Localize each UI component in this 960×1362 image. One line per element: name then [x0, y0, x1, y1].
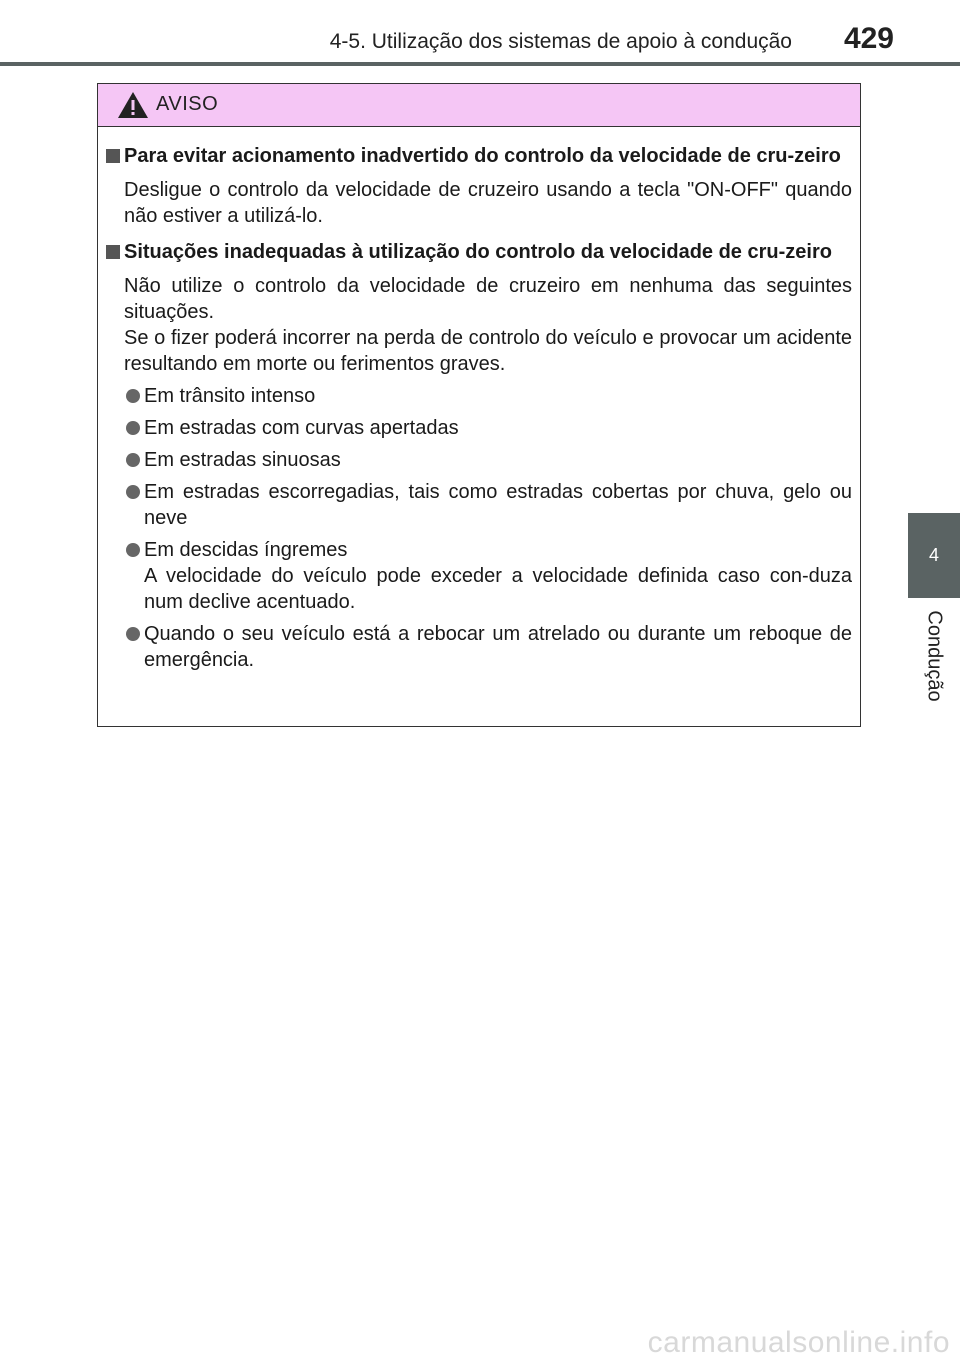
page-number: 429 [843, 22, 894, 55]
warning-label: AVISO [156, 93, 219, 115]
list-item [124, 447, 852, 473]
round-bullet-icon [126, 543, 140, 557]
list-item [124, 537, 852, 615]
list-item [124, 479, 852, 531]
section-title: 4-5. Utilização dos sistemas de apoio à condução [329, 30, 792, 53]
list-item [124, 621, 852, 673]
list-item [124, 415, 852, 441]
round-bullet-icon [126, 453, 140, 467]
list-item-text: Em descidas íngremes [144, 539, 348, 561]
list-item-text: Em trânsito intenso [144, 385, 316, 407]
chapter-name: Condução [923, 610, 946, 702]
section-text: Não utilize o controlo da velocidade de cruzeiro em nenhuma das seguintes situações. [124, 275, 852, 323]
section-text: Desligue o controlo da velocidade de cruzeiro usando a tecla "ON-OFF" quando não estiver a utilizá-lo. [124, 179, 852, 227]
watermark: carmanualsonline.info [647, 1326, 950, 1359]
warning-section-accidental-activation [104, 143, 852, 229]
warning-header [98, 84, 860, 127]
round-bullet-icon [126, 389, 140, 403]
warning-triangle-icon [116, 90, 150, 120]
list-item-text: Em estradas sinuosas [144, 449, 341, 471]
warning-body [98, 127, 860, 673]
section-text: Se o fizer poderá incorrer na perda de controlo do veículo e provocar um acidente resultando em morte ou ferimentos graves. [124, 327, 852, 375]
round-bullet-icon [126, 627, 140, 641]
round-bullet-icon [126, 421, 140, 435]
square-bullet-icon [106, 245, 120, 259]
section-heading: Para evitar acionamento inadvertido do controlo da velocidade de cru-zeiro [124, 145, 841, 167]
chapter-number: 4 [928, 545, 939, 565]
list-item-text: Em estradas com curvas apertadas [144, 417, 459, 439]
list-item [124, 383, 852, 409]
round-bullet-icon [126, 485, 140, 499]
list-item-text: Em estradas escorregadias, tais como estradas cobertas por chuva, gelo ou neve [144, 481, 852, 529]
list-item-text: Quando o seu veículo está a rebocar um atrelado ou durante um reboque de emergência. [144, 623, 852, 671]
square-bullet-icon [106, 149, 120, 163]
section-heading: Situações inadequadas à utilização do controlo da velocidade de cru-zeiro [124, 241, 832, 263]
warning-section-unsuitable-situations [104, 239, 852, 673]
list-item-note: A velocidade do veículo pode exceder a velocidade definida caso con-duza num declive acentuado. [144, 565, 852, 613]
chapter-tab [908, 513, 960, 598]
warning-box [97, 83, 861, 727]
header-divider [0, 62, 960, 66]
